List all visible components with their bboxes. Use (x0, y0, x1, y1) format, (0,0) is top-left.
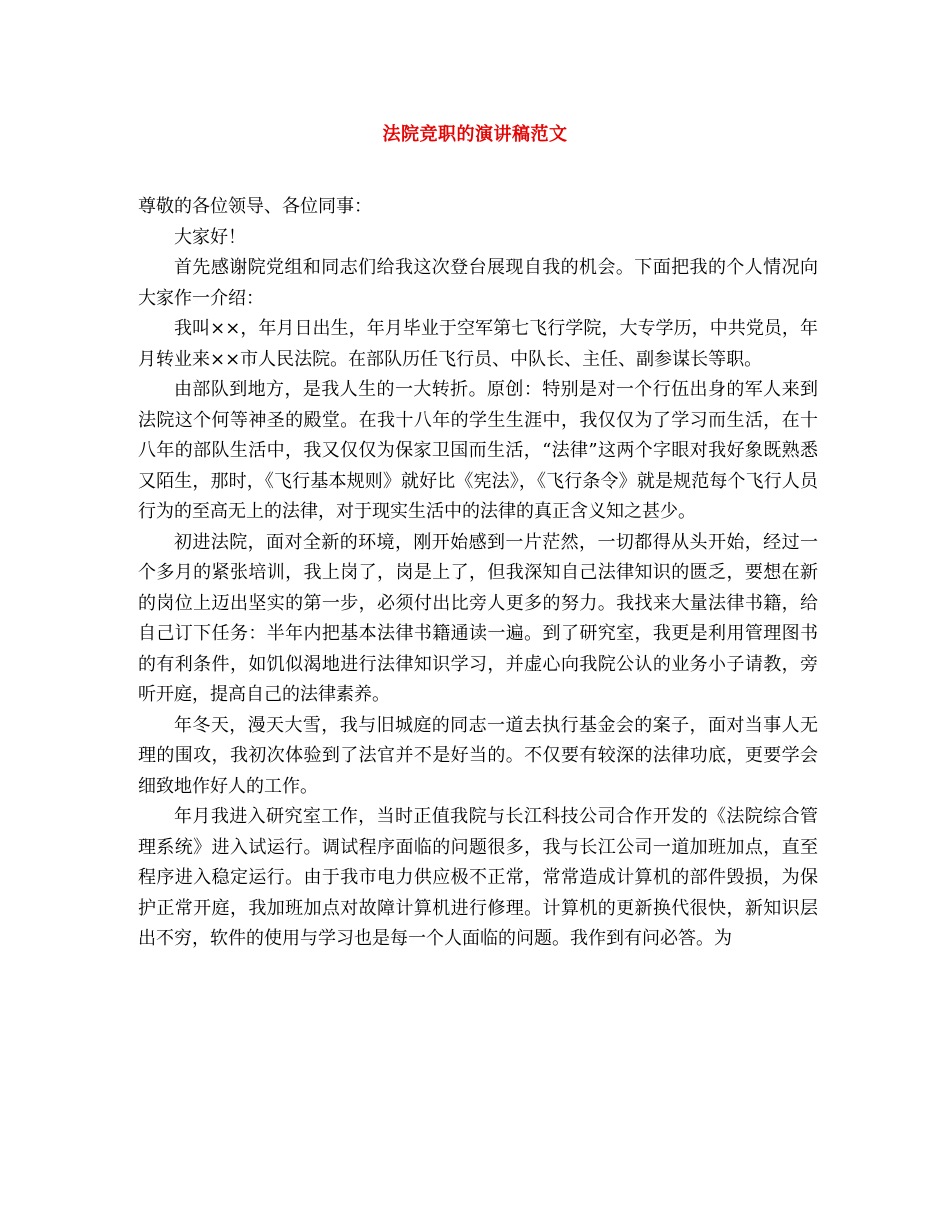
salutation: 尊敬的各位领导、各位同事： (138, 196, 372, 217)
paragraph-background: 我叫××，年月日出生，年月毕业于空军第七飞行学院，大专学历，中共党员，年月转业来××市人民法院。在部队历任飞行员、中队长、主任、副参谋长等职。 (138, 318, 818, 370)
paragraph-research-office: 年月我进入研究室工作，当时正值我院与长江科技公司合作开发的《法院综合管理系统》进入试运行。调试程序面临的问题很多，我与长江公司一道加班加点，直至程序进入稳定运行。由于我市电力供应极不正常，常常造成计算机的部件毁损，为保护正常开庭，我加班加点对故障计算机进行修理。计算机的更新换代很快，新知识层出不穷，软件的使用与学习也是每一个人面临的问题。我作到有问必答。为 (138, 806, 818, 949)
paragraph-greeting: 大家好！ (174, 226, 246, 248)
paragraph-intro: 首先感谢院党组和同志们给我这次登台展现自我的机会。下面把我的个人情况向大家作一介绍： (138, 257, 818, 309)
paragraph-winter-case: 年冬天，漫天大雪，我与旧城庭的同志一道去执行基金会的案子，面对当事人无理的围攻，我初次体验到了法官并不是好当的。不仅要有较深的法律功底，更要学会细致地作好人的工作。 (138, 714, 818, 797)
paragraph-transition: 由部队到地方，是我人生的一大转折。原创：特别是对一个行伍出身的军人来到法院这个何等神圣的殿堂。在我十八年的学生生涯中，我仅仅为了学习而生活，在十八年的部队生活中，我又仅仅为保家卫国而生活，“法律”这两个字眼对我好象既熟悉又陌生，那时，《飞行基本规则》就好比《宪法》，《飞行条令》就是规范每个飞行人员行为的至高无上的法律，对于现实生活中的法律的真正含义知之甚少。 (138, 379, 818, 522)
document-title: 法院竞职的演讲稿范文 (382, 124, 568, 145)
paragraph-learning: 初进法院，面对全新的环境，刚开始感到一片茫然，一切都得从头开始，经过一个多月的紧张培训，我上岗了，岗是上了，但我深知自己法律知识的匮乏，要想在新的岗位上迈出坚实的第一步，必须付出比旁人更多的努力。我找来大量法律书籍，给自己订下任务：半年内把基本法律书籍通读一遍。到了研究室，我更是利用管理图书的有利条件，如饥似渴地进行法律知识学习，并虚心向我院公认的业务小子请教，旁听开庭，提高自己的法律素养。 (138, 531, 818, 705)
document-body (138, 192, 818, 955)
